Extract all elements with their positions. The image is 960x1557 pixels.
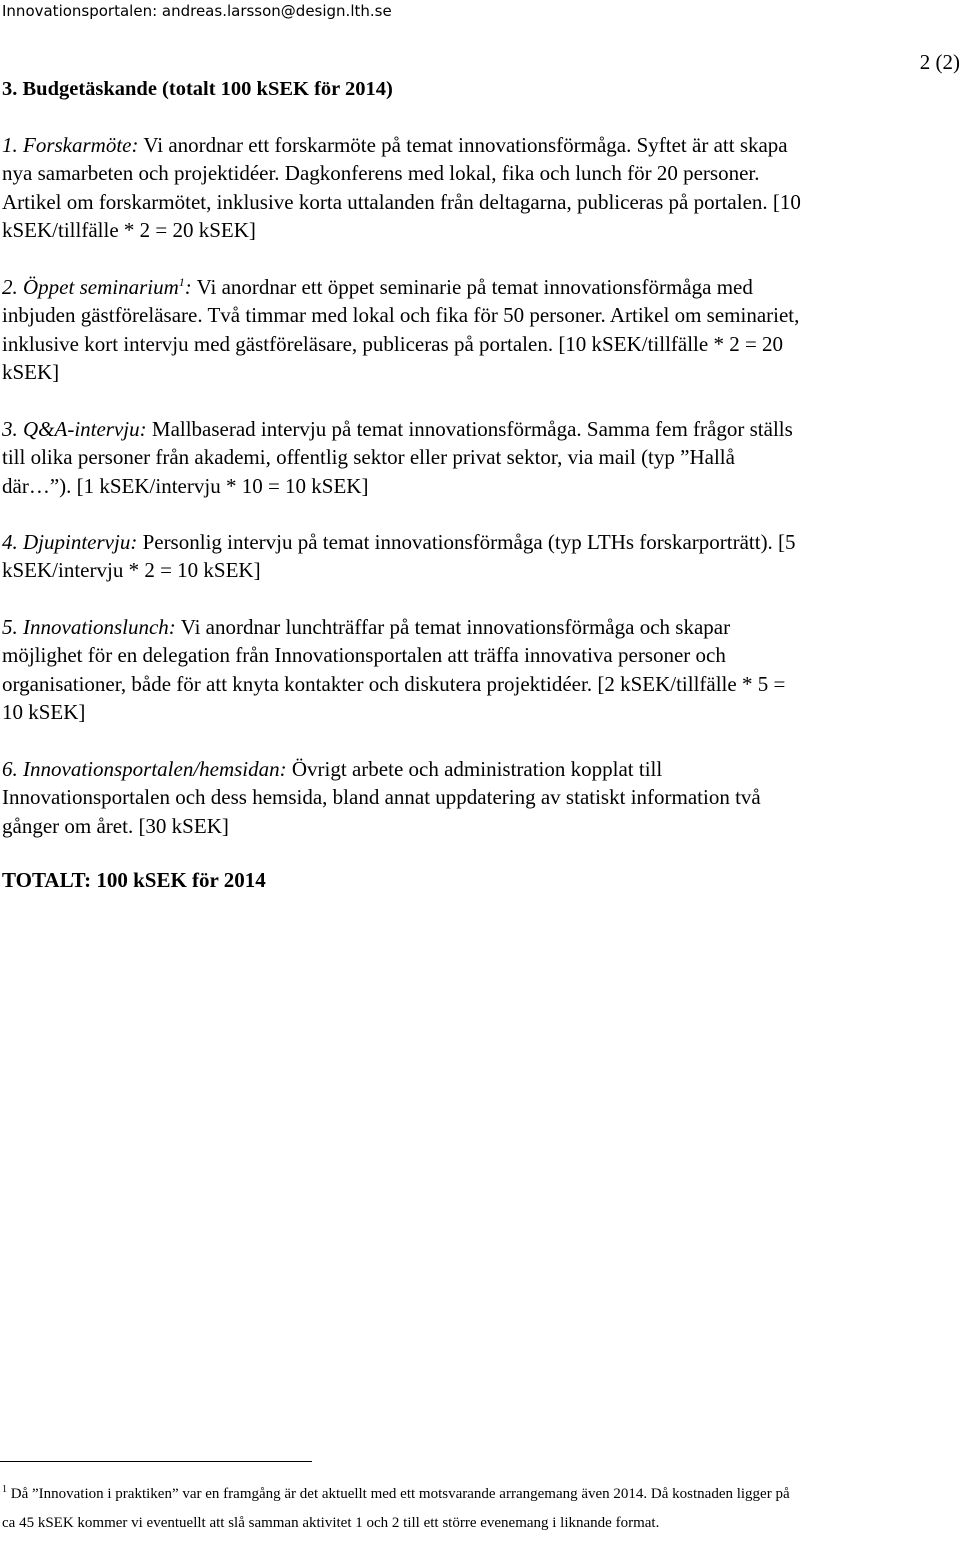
footnote-marker: 1 <box>2 1484 7 1495</box>
budget-item-forskarmote <box>2 131 802 244</box>
item-lead: Q&A-intervju: <box>23 417 147 441</box>
budget-item-djupintervju <box>2 528 802 585</box>
item-body: Vi anordnar lunchträffar på temat innovationsförmåga och skapar möjlighet för en delegation från Innovationsportalen att träffa innovativa personer och organisationer, både för att knyta kontakter och diskutera projektidéer. [2 kSEK/tillfälle * 5 = 10 kSEK] <box>2 615 786 724</box>
item-lead: Djupintervju: <box>23 530 138 554</box>
item-number: 4. <box>2 530 18 554</box>
footnote-reference[interactable]: 1 <box>178 275 185 289</box>
page-header: Innovationsportalen: andreas.larsson@design.lth.se <box>2 2 392 20</box>
item-body: Mallbaserad intervju på temat innovationsförmåga. Samma fem frågor ställs till olika personer från akademi, offentlig sektor eller privat sektor, via mail (typ ”Hallå där…”). [1 kSEK/intervju * 10 = 10 kSEK] <box>2 417 793 498</box>
item-body: Vi anordnar ett öppet seminarie på temat innovationsförmåga med inbjuden gästföreläsare. Två timmar med lokal och fika för 50 personer. Artikel om seminariet, inklusive kort intervju med gästföreläsare, publiceras på portalen. [10 kSEK/tillfälle * 2 = 20 kSEK] <box>2 275 800 384</box>
budget-item-oppet-seminarium <box>2 273 802 386</box>
budget-total: TOTALT: 100 kSEK för 2014 <box>2 868 266 892</box>
item-body: Övrigt arbete och administration kopplat till Innovationsportalen och dess hemsida, bland annat uppdatering av statiskt information två gånger om året. [30 kSEK] <box>2 757 761 838</box>
budget-item-innovationsportalen <box>2 755 802 840</box>
item-lead: Forskarmöte: <box>23 133 139 157</box>
item-body: Vi anordnar ett forskarmöte på temat innovationsförmåga. Syftet är att skapa nya samarbeten och projektidéer. Dagkonferens med lokal, fika och lunch för 20 personer. Artikel om forskarmötet, inklusive korta uttalanden från deltagarna, publiceras på portalen. [10 kSEK/tillfälle * 2 = 20 kSEK] <box>2 133 801 242</box>
footnote-text: Då ”Innovation i praktiken” var en framgång är det aktuellt med ett motsvarande arrangemang även 2014. Då kostnaden ligger på ca 45 kSEK kommer vi eventuellt att slå samman aktivitet 1 och 2 till ett större evenemang i liknande format. <box>2 1486 790 1531</box>
item-lead: Innovationslunch: <box>23 615 176 639</box>
item-number: 1. <box>2 133 18 157</box>
footnote <box>2 1480 802 1538</box>
item-number: 5. <box>2 615 18 639</box>
item-lead: Innovationsportalen/hemsidan: <box>23 757 287 781</box>
item-number: 3. <box>2 417 18 441</box>
budget-item-qa-intervju <box>2 415 802 500</box>
item-lead-suffix: : <box>184 275 192 299</box>
page-number: 2 (2) <box>919 50 960 74</box>
item-number: 6. <box>2 757 18 781</box>
item-lead: Öppet seminarium <box>23 275 179 299</box>
item-body: Personlig intervju på temat innovationsförmåga (typ LTHs forskarporträtt). [5 kSEK/intervju * 2 = 10 kSEK] <box>2 530 796 583</box>
section-heading: 3. Budgetäskande (totalt 100 kSEK för 2014) <box>2 78 393 100</box>
item-number: 2. <box>2 275 18 299</box>
footnote-divider <box>0 1461 312 1462</box>
budget-item-innovationslunch <box>2 613 802 726</box>
